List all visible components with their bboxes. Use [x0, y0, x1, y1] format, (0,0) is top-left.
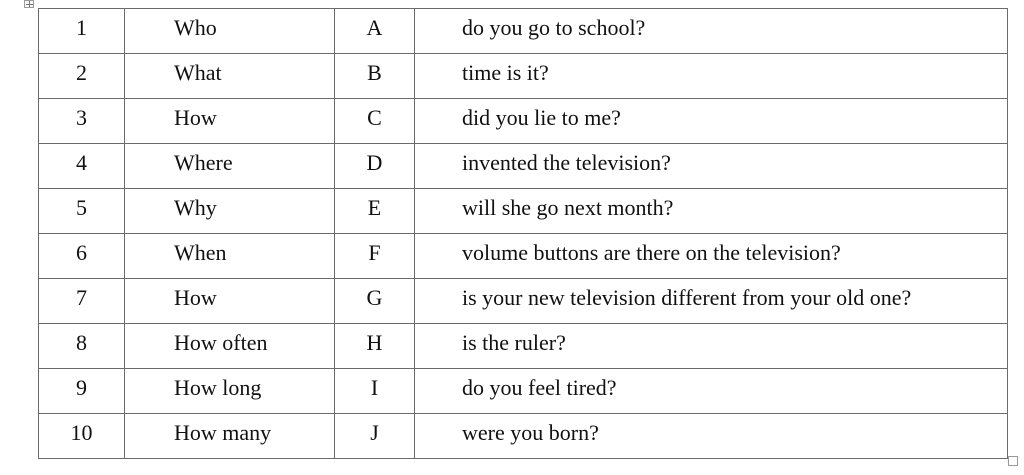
row-number: 3: [76, 105, 87, 130]
option-letter: F: [368, 240, 381, 265]
question-ending-cell[interactable]: [415, 324, 1008, 369]
row-number: 5: [76, 195, 87, 220]
question-word-cell[interactable]: [125, 279, 335, 324]
question-ending-cell[interactable]: [415, 279, 1008, 324]
question-word: Why: [174, 195, 217, 220]
question-ending: did you lie to me?: [462, 105, 621, 130]
question-word: How: [174, 105, 217, 130]
option-letter: I: [370, 375, 379, 400]
row-number: 4: [76, 150, 87, 175]
question-ending-cell[interactable]: [415, 369, 1008, 414]
option-letter-cell[interactable]: [335, 99, 415, 144]
option-letter: G: [366, 285, 383, 310]
question-word: When: [174, 240, 227, 265]
question-word-cell[interactable]: [125, 99, 335, 144]
row-number-cell[interactable]: [39, 189, 125, 234]
question-ending-cell[interactable]: [415, 9, 1008, 54]
table-row: [39, 369, 1008, 414]
question-word: How long: [174, 375, 262, 400]
question-word-cell[interactable]: [125, 189, 335, 234]
question-word-cell[interactable]: [125, 414, 335, 459]
table-resize-handle[interactable]: [1008, 456, 1018, 466]
option-letter-cell[interactable]: [335, 54, 415, 99]
row-number: 8: [76, 330, 87, 355]
question-ending-cell[interactable]: [415, 54, 1008, 99]
row-number: 1: [76, 15, 87, 40]
question-word-cell[interactable]: [125, 324, 335, 369]
question-word-cell[interactable]: [125, 144, 335, 189]
table-row: [39, 144, 1008, 189]
question-ending-cell[interactable]: [415, 99, 1008, 144]
question-ending: will she go next month?: [462, 195, 674, 220]
row-number: 10: [70, 420, 93, 445]
question-word-cell[interactable]: [125, 54, 335, 99]
question-ending: volume buttons are there on the television?: [462, 240, 841, 265]
question-word: What: [174, 60, 222, 85]
option-letter: H: [366, 330, 383, 355]
row-number-cell[interactable]: [39, 54, 125, 99]
question-ending: do you go to school?: [462, 15, 646, 40]
row-number: 6: [76, 240, 87, 265]
option-letter-cell[interactable]: [335, 9, 415, 54]
option-letter-cell[interactable]: [335, 234, 415, 279]
question-ending-cell[interactable]: [415, 144, 1008, 189]
row-number-cell[interactable]: [39, 99, 125, 144]
row-number: 9: [76, 375, 87, 400]
table-row: [39, 414, 1008, 459]
row-number-cell[interactable]: [39, 324, 125, 369]
table-row: [39, 279, 1008, 324]
question-word: How many: [174, 420, 272, 445]
table-row: [39, 9, 1008, 54]
row-number-cell[interactable]: [39, 279, 125, 324]
question-ending: do you feel tired?: [462, 375, 617, 400]
question-ending: time is it?: [462, 60, 549, 85]
option-letter: B: [367, 60, 382, 85]
question-word: Who: [174, 15, 217, 40]
option-letter: D: [366, 150, 383, 175]
question-ending-cell[interactable]: [415, 234, 1008, 279]
question-word-cell[interactable]: [125, 234, 335, 279]
table-row: [39, 234, 1008, 279]
row-number: 7: [76, 285, 87, 310]
row-number-cell[interactable]: [39, 414, 125, 459]
option-letter-cell[interactable]: [335, 369, 415, 414]
table-row: [39, 99, 1008, 144]
table-row: [39, 324, 1008, 369]
row-number-cell[interactable]: [39, 9, 125, 54]
option-letter: C: [367, 105, 382, 130]
row-number-cell[interactable]: [39, 144, 125, 189]
option-letter: A: [366, 15, 383, 40]
option-letter-cell[interactable]: [335, 279, 415, 324]
question-ending: is the ruler?: [462, 330, 566, 355]
row-number-cell[interactable]: [39, 234, 125, 279]
question-matching-table: [38, 8, 1008, 459]
question-word: Where: [174, 150, 233, 175]
row-number-cell[interactable]: [39, 369, 125, 414]
option-letter-cell[interactable]: [335, 324, 415, 369]
option-letter: J: [370, 420, 379, 445]
row-number: 2: [76, 60, 87, 85]
option-letter-cell[interactable]: [335, 144, 415, 189]
question-word: How: [174, 285, 217, 310]
question-word-cell[interactable]: [125, 369, 335, 414]
table-row: [39, 54, 1008, 99]
question-word-cell[interactable]: [125, 9, 335, 54]
question-word: How often: [174, 330, 268, 355]
question-ending: were you born?: [462, 420, 599, 445]
question-ending: invented the television?: [462, 150, 671, 175]
table-row: [39, 189, 1008, 234]
question-ending-cell[interactable]: [415, 189, 1008, 234]
option-letter: E: [367, 195, 382, 220]
question-ending: is your new television different from your old one?: [462, 285, 912, 310]
table-move-handle[interactable]: [24, 0, 34, 8]
option-letter-cell[interactable]: [335, 414, 415, 459]
question-ending-cell[interactable]: [415, 414, 1008, 459]
option-letter-cell[interactable]: [335, 189, 415, 234]
